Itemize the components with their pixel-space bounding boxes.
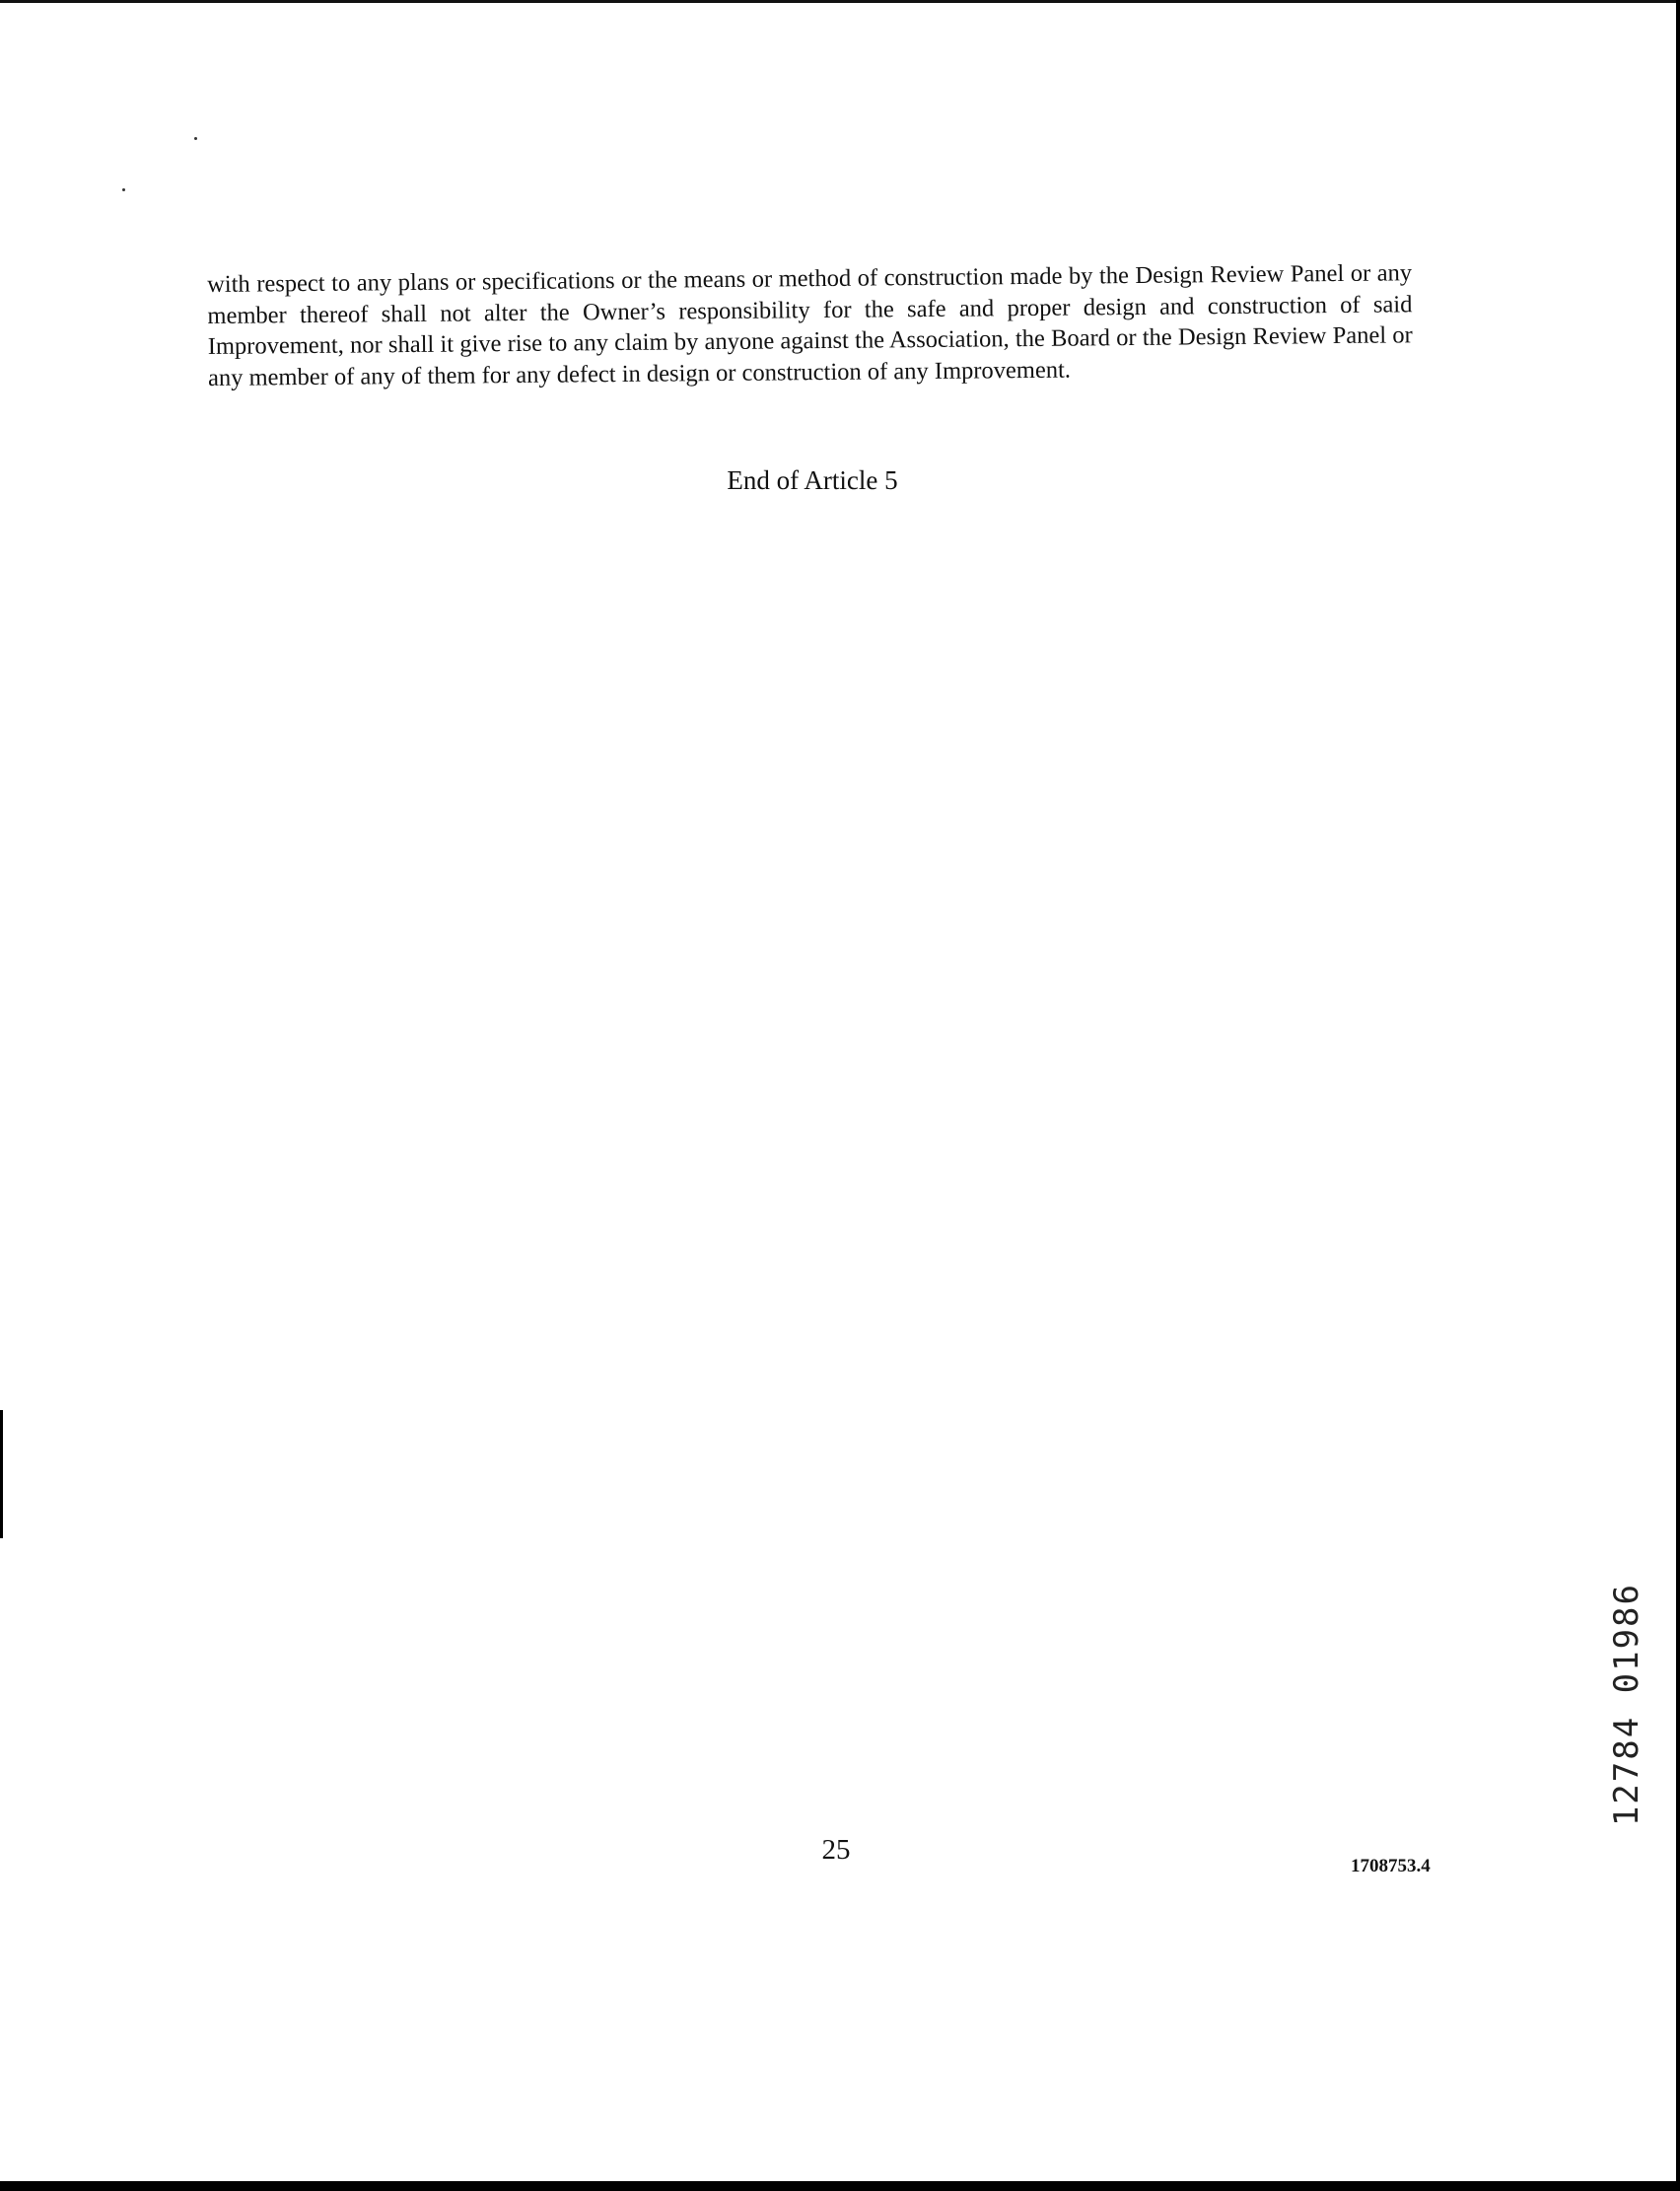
scan-edge-right	[1676, 0, 1680, 2191]
body-paragraph: with respect to any plans or specifications or the means or method of construction made by the Design Review Panel or any member thereof shall not alter the Owner’s responsibility for the safe and proper design and construction of said Improvement, nor shall it give rise to any claim by anyone against the Association, the Board or the Design Review Panel or any member of any of them for any defect in design or construction of any Improvement.	[207, 258, 1413, 390]
scan-edge-bottom	[0, 2181, 1680, 2191]
recording-stamp: 12784 01986	[1607, 1583, 1646, 1827]
scan-speck	[122, 188, 125, 191]
page-number: 25	[821, 1834, 851, 1866]
scan-edge-left	[0, 1410, 3, 1538]
section-end-heading: End of Article 5	[727, 465, 898, 495]
scan-speck	[194, 137, 197, 140]
document-id: 1708753.4	[1351, 1856, 1431, 1876]
scan-edge-top	[0, 0, 1680, 3]
